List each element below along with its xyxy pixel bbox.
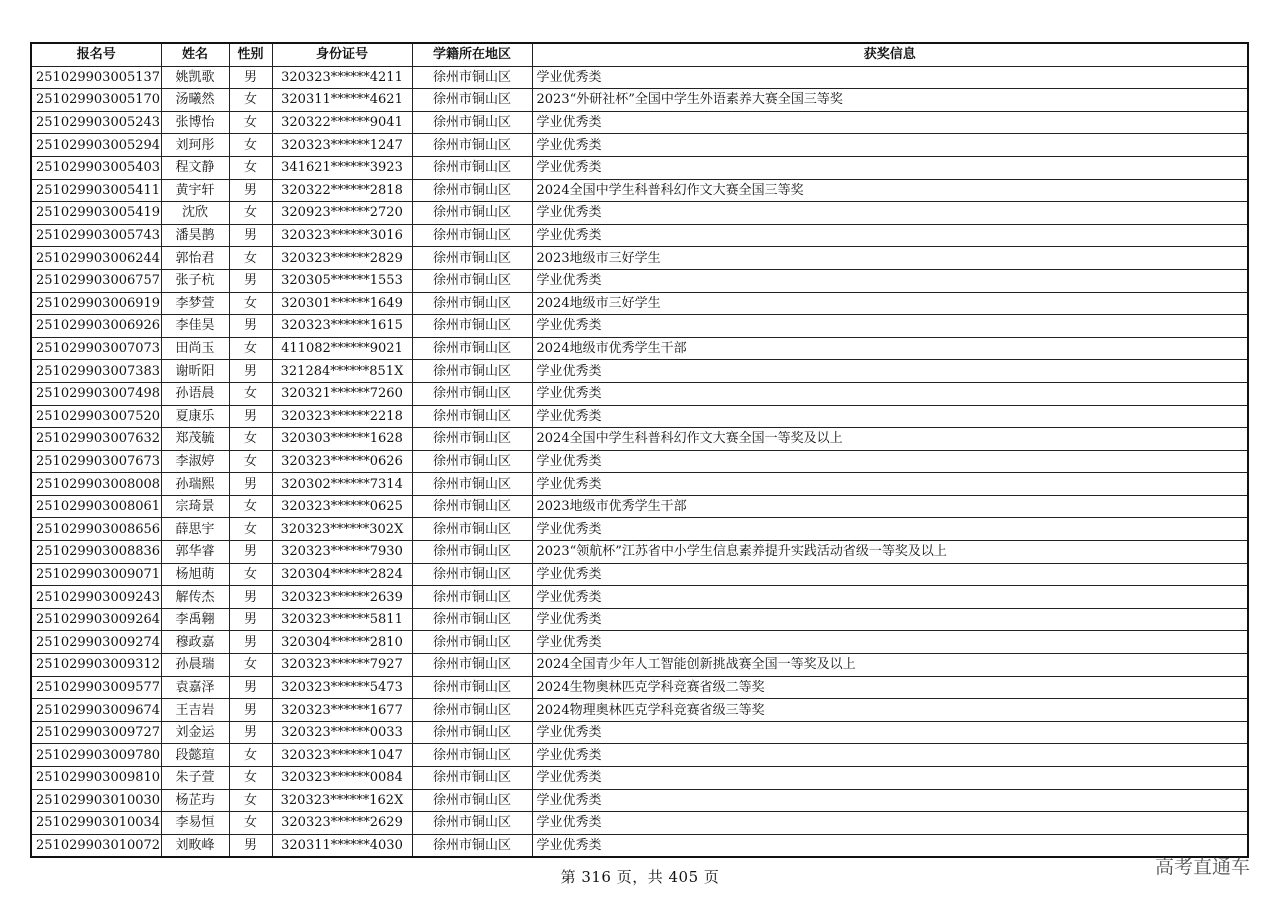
award-info-cell: 学业优秀类 <box>532 586 1248 609</box>
table-row <box>31 179 1248 202</box>
gender-cell: 女 <box>229 111 272 134</box>
region-cell: 徐州市铜山区 <box>412 89 532 112</box>
registration-no-cell: 251029903005403 <box>31 156 161 179</box>
table-row <box>31 789 1248 812</box>
region-cell: 徐州市铜山区 <box>412 66 532 89</box>
registration-no-cell: 251029903007498 <box>31 382 161 405</box>
name-cell: 李淑婷 <box>161 450 229 473</box>
header-id-card: 身份证号 <box>272 43 412 66</box>
table-row <box>31 676 1248 699</box>
name-cell: 穆政嘉 <box>161 631 229 654</box>
id-card-cell: 320311******4621 <box>272 89 412 112</box>
award-info-cell: 学业优秀类 <box>532 111 1248 134</box>
region-cell: 徐州市铜山区 <box>412 676 532 699</box>
registration-no-cell: 251029903009071 <box>31 563 161 586</box>
region-cell: 徐州市铜山区 <box>412 744 532 767</box>
id-card-cell: 320304******2810 <box>272 631 412 654</box>
id-card-cell: 320323******2629 <box>272 812 412 835</box>
region-cell: 徐州市铜山区 <box>412 518 532 541</box>
region-cell: 徐州市铜山区 <box>412 269 532 292</box>
award-info-cell: 学业优秀类 <box>532 563 1248 586</box>
table-row <box>31 269 1248 292</box>
table-row <box>31 767 1248 790</box>
id-card-cell: 320311******4030 <box>272 834 412 857</box>
award-info-cell: 学业优秀类 <box>532 66 1248 89</box>
table-row <box>31 428 1248 451</box>
awards-table <box>30 42 1249 858</box>
award-info-cell: 学业优秀类 <box>532 518 1248 541</box>
region-cell: 徐州市铜山区 <box>412 156 532 179</box>
name-cell: 黄宇轩 <box>161 179 229 202</box>
gender-cell: 女 <box>229 337 272 360</box>
award-info-cell: 2023地级市三好学生 <box>532 247 1248 270</box>
registration-no-cell: 251029903010030 <box>31 789 161 812</box>
award-info-cell: 2024全国中学生科普科幻作文大赛全国三等奖 <box>532 179 1248 202</box>
table-row <box>31 405 1248 428</box>
table-body <box>31 66 1248 857</box>
header-registration-no: 报名号 <box>31 43 161 66</box>
registration-no-cell: 251029903009264 <box>31 608 161 631</box>
award-info-cell: 2024全国青少年人工智能创新挑战赛全国一等奖及以上 <box>532 654 1248 677</box>
header-award-info: 获奖信息 <box>532 43 1248 66</box>
table-row <box>31 834 1248 857</box>
region-cell: 徐州市铜山区 <box>412 586 532 609</box>
registration-no-cell: 251029903010034 <box>31 812 161 835</box>
registration-no-cell: 251029903007673 <box>31 450 161 473</box>
table-row <box>31 699 1248 722</box>
name-cell: 孙语晨 <box>161 382 229 405</box>
registration-no-cell: 251029903006919 <box>31 292 161 315</box>
region-cell: 徐州市铜山区 <box>412 247 532 270</box>
award-info-cell: 学业优秀类 <box>532 450 1248 473</box>
region-cell: 徐州市铜山区 <box>412 337 532 360</box>
name-cell: 朱子萱 <box>161 767 229 790</box>
registration-no-cell: 251029903005137 <box>31 66 161 89</box>
id-card-cell: 320321******7260 <box>272 382 412 405</box>
table-row <box>31 337 1248 360</box>
header-gender: 性别 <box>229 43 272 66</box>
award-info-cell: 学业优秀类 <box>532 631 1248 654</box>
region-cell: 徐州市铜山区 <box>412 834 532 857</box>
registration-no-cell: 251029903005294 <box>31 134 161 157</box>
id-card-cell: 320305******1553 <box>272 269 412 292</box>
gender-cell: 女 <box>229 428 272 451</box>
region-cell: 徐州市铜山区 <box>412 134 532 157</box>
registration-no-cell: 251029903005243 <box>31 111 161 134</box>
id-card-cell: 341621******3923 <box>272 156 412 179</box>
name-cell: 姚凯歌 <box>161 66 229 89</box>
table-row <box>31 315 1248 338</box>
registration-no-cell: 251029903009810 <box>31 767 161 790</box>
award-info-cell: 学业优秀类 <box>532 224 1248 247</box>
region-cell: 徐州市铜山区 <box>412 405 532 428</box>
region-cell: 徐州市铜山区 <box>412 699 532 722</box>
id-card-cell: 320323******7930 <box>272 541 412 564</box>
name-cell: 杨旭萌 <box>161 563 229 586</box>
id-card-cell: 320323******1247 <box>272 134 412 157</box>
name-cell: 夏康乐 <box>161 405 229 428</box>
gender-cell: 男 <box>229 405 272 428</box>
region-cell: 徐州市铜山区 <box>412 654 532 677</box>
id-card-cell: 320304******2824 <box>272 563 412 586</box>
registration-no-cell: 251029903008061 <box>31 495 161 518</box>
id-card-cell: 320322******2818 <box>272 179 412 202</box>
registration-no-cell: 251029903009274 <box>31 631 161 654</box>
region-cell: 徐州市铜山区 <box>412 767 532 790</box>
award-info-cell: 2024生物奥林匹克学科竞赛省级二等奖 <box>532 676 1248 699</box>
gender-cell: 男 <box>229 631 272 654</box>
table-row <box>31 202 1248 225</box>
table-row <box>31 111 1248 134</box>
award-info-cell: 学业优秀类 <box>532 608 1248 631</box>
registration-no-cell: 251029903009674 <box>31 699 161 722</box>
region-cell: 徐州市铜山区 <box>412 631 532 654</box>
award-info-cell: 学业优秀类 <box>532 721 1248 744</box>
name-cell: 李禹翱 <box>161 608 229 631</box>
gender-cell: 女 <box>229 767 272 790</box>
id-card-cell: 320302******7314 <box>272 473 412 496</box>
registration-no-cell: 251029903008836 <box>31 541 161 564</box>
name-cell: 张子杭 <box>161 269 229 292</box>
table-row <box>31 450 1248 473</box>
gender-cell: 女 <box>229 292 272 315</box>
registration-no-cell: 251029903005170 <box>31 89 161 112</box>
name-cell: 李易恒 <box>161 812 229 835</box>
name-cell: 刘金运 <box>161 721 229 744</box>
name-cell: 李佳昊 <box>161 315 229 338</box>
header-name: 姓名 <box>161 43 229 66</box>
table-header-row <box>31 43 1248 66</box>
award-info-cell: 学业优秀类 <box>532 269 1248 292</box>
award-info-cell: 2024全国中学生科普科幻作文大赛全国一等奖及以上 <box>532 428 1248 451</box>
registration-no-cell: 251029903007073 <box>31 337 161 360</box>
gender-cell: 男 <box>229 315 272 338</box>
gender-cell: 男 <box>229 541 272 564</box>
name-cell: 田尚玉 <box>161 337 229 360</box>
award-info-cell: 学业优秀类 <box>532 405 1248 428</box>
name-cell: 刘珂彤 <box>161 134 229 157</box>
table-row <box>31 744 1248 767</box>
region-cell: 徐州市铜山区 <box>412 111 532 134</box>
id-card-cell: 320323******2829 <box>272 247 412 270</box>
table-row <box>31 292 1248 315</box>
table-row <box>31 360 1248 383</box>
id-card-cell: 320923******2720 <box>272 202 412 225</box>
id-card-cell: 320323******2218 <box>272 405 412 428</box>
table-row <box>31 631 1248 654</box>
region-cell: 徐州市铜山区 <box>412 315 532 338</box>
gender-cell: 女 <box>229 89 272 112</box>
region-cell: 徐州市铜山区 <box>412 789 532 812</box>
region-cell: 徐州市铜山区 <box>412 224 532 247</box>
registration-no-cell: 251029903009727 <box>31 721 161 744</box>
id-card-cell: 320323******1047 <box>272 744 412 767</box>
name-cell: 段懿瑄 <box>161 744 229 767</box>
registration-no-cell: 251029903006926 <box>31 315 161 338</box>
name-cell: 沈欣 <box>161 202 229 225</box>
table-row <box>31 721 1248 744</box>
registration-no-cell: 251029903007520 <box>31 405 161 428</box>
gender-cell: 女 <box>229 202 272 225</box>
gender-cell: 男 <box>229 608 272 631</box>
name-cell: 谢昕阳 <box>161 360 229 383</box>
id-card-cell: 320323******1615 <box>272 315 412 338</box>
gender-cell: 女 <box>229 382 272 405</box>
name-cell: 孙晨瑞 <box>161 654 229 677</box>
gender-cell: 女 <box>229 812 272 835</box>
award-info-cell: 学业优秀类 <box>532 360 1248 383</box>
gender-cell: 女 <box>229 156 272 179</box>
name-cell: 张博怡 <box>161 111 229 134</box>
table-row <box>31 563 1248 586</box>
id-card-cell: 320323******3016 <box>272 224 412 247</box>
gender-cell: 男 <box>229 586 272 609</box>
registration-no-cell: 251029903009243 <box>31 586 161 609</box>
name-cell: 程文静 <box>161 156 229 179</box>
id-card-cell: 321284******851X <box>272 360 412 383</box>
region-cell: 徐州市铜山区 <box>412 721 532 744</box>
award-info-cell: 2024物理奥林匹克学科竞赛省级三等奖 <box>532 699 1248 722</box>
id-card-cell: 320322******9041 <box>272 111 412 134</box>
table-row <box>31 608 1248 631</box>
id-card-cell: 320323******1677 <box>272 699 412 722</box>
table-row <box>31 473 1248 496</box>
registration-no-cell: 251029903008656 <box>31 518 161 541</box>
name-cell: 孙瑞熙 <box>161 473 229 496</box>
name-cell: 汤曦然 <box>161 89 229 112</box>
award-info-cell: 2024地级市优秀学生干部 <box>532 337 1248 360</box>
gender-cell: 男 <box>229 269 272 292</box>
award-info-cell: 学业优秀类 <box>532 134 1248 157</box>
table-row <box>31 812 1248 835</box>
table-row <box>31 495 1248 518</box>
registration-no-cell: 251029903007632 <box>31 428 161 451</box>
table-row <box>31 541 1248 564</box>
gender-cell: 男 <box>229 224 272 247</box>
gender-cell: 男 <box>229 834 272 857</box>
header-region: 学籍所在地区 <box>412 43 532 66</box>
name-cell: 宗琦景 <box>161 495 229 518</box>
award-info-cell: 2024地级市三好学生 <box>532 292 1248 315</box>
registration-no-cell: 251029903005411 <box>31 179 161 202</box>
id-card-cell: 320323******4211 <box>272 66 412 89</box>
id-card-cell: 320303******1628 <box>272 428 412 451</box>
id-card-cell: 320323******2639 <box>272 586 412 609</box>
registration-no-cell: 251029903009577 <box>31 676 161 699</box>
award-info-cell: 学业优秀类 <box>532 812 1248 835</box>
registration-no-cell: 251029903009312 <box>31 654 161 677</box>
name-cell: 袁嘉泽 <box>161 676 229 699</box>
award-info-cell: 学业优秀类 <box>532 744 1248 767</box>
name-cell: 郑茂毓 <box>161 428 229 451</box>
registration-no-cell: 251029903006757 <box>31 269 161 292</box>
id-card-cell: 320323******0626 <box>272 450 412 473</box>
registration-no-cell: 251029903006244 <box>31 247 161 270</box>
region-cell: 徐州市铜山区 <box>412 563 532 586</box>
award-info-cell: 学业优秀类 <box>532 789 1248 812</box>
gender-cell: 女 <box>229 654 272 677</box>
region-cell: 徐州市铜山区 <box>412 202 532 225</box>
name-cell: 王吉岩 <box>161 699 229 722</box>
gender-cell: 女 <box>229 247 272 270</box>
table-row <box>31 382 1248 405</box>
registration-no-cell: 251029903005743 <box>31 224 161 247</box>
gender-cell: 男 <box>229 721 272 744</box>
registration-no-cell: 251029903007383 <box>31 360 161 383</box>
table-row <box>31 66 1248 89</box>
name-cell: 郭怡君 <box>161 247 229 270</box>
id-card-cell: 320323******0033 <box>272 721 412 744</box>
registration-no-cell: 251029903010072 <box>31 834 161 857</box>
gender-cell: 男 <box>229 66 272 89</box>
watermark: 高考直通车 <box>1154 856 1250 878</box>
region-cell: 徐州市铜山区 <box>412 812 532 835</box>
region-cell: 徐州市铜山区 <box>412 382 532 405</box>
name-cell: 潘昊鹊 <box>161 224 229 247</box>
id-card-cell: 320323******5811 <box>272 608 412 631</box>
id-card-cell: 320323******7927 <box>272 654 412 677</box>
gender-cell: 女 <box>229 563 272 586</box>
region-cell: 徐州市铜山区 <box>412 473 532 496</box>
gender-cell: 女 <box>229 495 272 518</box>
award-info-cell: 学业优秀类 <box>532 473 1248 496</box>
table-row <box>31 156 1248 179</box>
region-cell: 徐州市铜山区 <box>412 608 532 631</box>
name-cell: 杨芷玙 <box>161 789 229 812</box>
region-cell: 徐州市铜山区 <box>412 179 532 202</box>
gender-cell: 男 <box>229 699 272 722</box>
gender-cell: 女 <box>229 789 272 812</box>
name-cell: 郭华睿 <box>161 541 229 564</box>
table-row <box>31 247 1248 270</box>
table-row <box>31 586 1248 609</box>
award-info-cell: 学业优秀类 <box>532 156 1248 179</box>
name-cell: 刘畋峰 <box>161 834 229 857</box>
gender-cell: 女 <box>229 744 272 767</box>
region-cell: 徐州市铜山区 <box>412 428 532 451</box>
table-row <box>31 518 1248 541</box>
registration-no-cell: 251029903008008 <box>31 473 161 496</box>
award-info-cell: 2023“领航杯”江苏省中小学生信息素养提升实践活动省级一等奖及以上 <box>532 541 1248 564</box>
region-cell: 徐州市铜山区 <box>412 360 532 383</box>
gender-cell: 女 <box>229 518 272 541</box>
award-info-cell: 2023地级市优秀学生干部 <box>532 495 1248 518</box>
table-row <box>31 224 1248 247</box>
gender-cell: 男 <box>229 473 272 496</box>
region-cell: 徐州市铜山区 <box>412 450 532 473</box>
registration-no-cell: 251029903005419 <box>31 202 161 225</box>
table-row <box>31 654 1248 677</box>
id-card-cell: 411082******9021 <box>272 337 412 360</box>
award-info-cell: 学业优秀类 <box>532 202 1248 225</box>
award-info-cell: 2023“外研社杯”全国中学生外语素养大赛全国三等奖 <box>532 89 1248 112</box>
award-info-cell: 学业优秀类 <box>532 834 1248 857</box>
award-info-cell: 学业优秀类 <box>532 767 1248 790</box>
id-card-cell: 320301******1649 <box>272 292 412 315</box>
gender-cell: 女 <box>229 450 272 473</box>
name-cell: 薛思宇 <box>161 518 229 541</box>
name-cell: 李梦萱 <box>161 292 229 315</box>
id-card-cell: 320323******5473 <box>272 676 412 699</box>
gender-cell: 女 <box>229 134 272 157</box>
page-number: 第 316 页，共 405 页 <box>560 868 720 886</box>
gender-cell: 男 <box>229 360 272 383</box>
table-row <box>31 89 1248 112</box>
region-cell: 徐州市铜山区 <box>412 541 532 564</box>
id-card-cell: 320323******302X <box>272 518 412 541</box>
award-info-cell: 学业优秀类 <box>532 315 1248 338</box>
id-card-cell: 320323******162X <box>272 789 412 812</box>
registration-no-cell: 251029903009780 <box>31 744 161 767</box>
id-card-cell: 320323******0084 <box>272 767 412 790</box>
id-card-cell: 320323******0625 <box>272 495 412 518</box>
region-cell: 徐州市铜山区 <box>412 292 532 315</box>
gender-cell: 男 <box>229 179 272 202</box>
gender-cell: 男 <box>229 676 272 699</box>
award-info-cell: 学业优秀类 <box>532 382 1248 405</box>
name-cell: 解传杰 <box>161 586 229 609</box>
region-cell: 徐州市铜山区 <box>412 495 532 518</box>
table-row <box>31 134 1248 157</box>
